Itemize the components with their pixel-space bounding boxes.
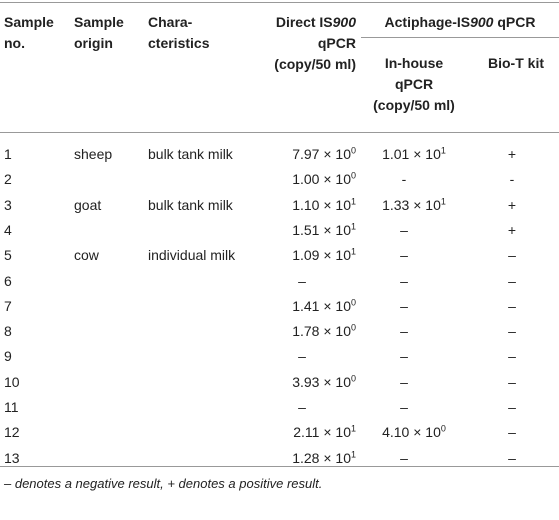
direct-qpcr-cell: $7.97 \times 10^0$ (292, 145, 356, 162)
direct-qpcr-cell: $1.78 \times 10^0$ (292, 322, 356, 339)
direct-qpcr-cell: $1.41 \times 10^0$ (292, 297, 356, 314)
biot-kit-cell: – (508, 323, 516, 339)
characteristics-cell: bulk tank milk (148, 197, 233, 213)
table-footnote: – denotes a negative result, + denotes a positive result. (4, 476, 323, 491)
biot-kit-cell: – (508, 424, 516, 440)
sample-no-cell: 13 (4, 450, 20, 466)
inhouse-qpcr-cell: – (400, 399, 408, 415)
biot-kit-cell: – (508, 450, 516, 466)
inhouse-qpcr-cell: - (401, 171, 407, 187)
header-bottom-rule (0, 132, 559, 133)
sample-no-cell: 3 (4, 197, 12, 213)
direct-qpcr-cell: – (298, 399, 306, 415)
biot-kit-cell: + (507, 222, 517, 238)
biot-kit-cell: – (508, 273, 516, 289)
sample-origin-cell: goat (74, 197, 102, 213)
biot-kit-cell: – (508, 374, 516, 390)
inhouse-qpcr-cell: – (400, 374, 408, 390)
direct-qpcr-cell: $2.11 \times 10^1$ (293, 423, 356, 440)
table-bottom-rule (0, 466, 559, 467)
direct-qpcr-cell: – (298, 348, 306, 364)
inhouse-qpcr-cell: – (400, 323, 408, 339)
direct-qpcr-cell: $1.10 \times 10^1$ (292, 196, 356, 213)
inhouse-qpcr-cell: – (400, 247, 408, 263)
direct-qpcr-cell: $1.00 \times 10^0$ (292, 170, 356, 187)
sample-no-cell: 1 (4, 146, 12, 162)
inhouse-qpcr-cell: – (400, 273, 408, 289)
biot-kit-cell: + (507, 197, 517, 213)
header-characteristics: Chara- cteristics (148, 14, 210, 51)
header-biot-kit: Bio-T kit (488, 55, 544, 71)
header-inhouse-qpcr: In-house qPCR (copy/50 ml) (373, 55, 455, 113)
sample-no-cell: 4 (4, 222, 12, 238)
inhouse-qpcr-cell: $4.10 \times 10^0$ (382, 423, 446, 440)
header-actiphage-qpcr: Actiphage-IS900 qPCR (384, 14, 536, 30)
sample-origin-cell: sheep (74, 146, 113, 162)
sample-no-cell: 8 (4, 323, 12, 339)
sample-no-cell: 12 (4, 424, 20, 440)
inhouse-qpcr-cell: – (400, 222, 408, 238)
sample-no-cell: 6 (4, 273, 12, 289)
sample-no-cell: 2 (4, 171, 12, 187)
sample-no-cell: 5 (4, 247, 12, 263)
biot-kit-cell: - (509, 171, 515, 187)
direct-qpcr-cell: $1.09 \times 10^1$ (292, 246, 356, 263)
biot-kit-cell: – (508, 247, 516, 263)
sample-no-cell: 11 (4, 399, 19, 415)
characteristics-cell: bulk tank milk (148, 146, 233, 162)
characteristics-cell: individual milk (148, 247, 236, 263)
sample-no-cell: 9 (4, 348, 12, 364)
biot-kit-cell: – (508, 298, 516, 314)
inhouse-qpcr-cell: $1.01 \times 10^1$ (382, 145, 446, 162)
header-sample-origin: Sample origin (74, 14, 124, 51)
sample-origin-cell: cow (74, 247, 99, 263)
direct-qpcr-cell: $3.93 \times 10^0$ (292, 373, 356, 390)
table-top-rule (0, 2, 559, 3)
direct-qpcr-cell: $1.28 \times 10^1$ (292, 449, 356, 466)
sample-no-cell: 7 (4, 298, 12, 314)
sample-no-cell: 10 (4, 374, 20, 390)
header-direct-qpcr: Direct IS900 qPCR (copy/50 ml) (274, 14, 356, 72)
biot-kit-cell: + (507, 146, 517, 162)
biot-kit-cell: – (508, 348, 516, 364)
biot-kit-cell: – (508, 399, 516, 415)
actiphage-underline (361, 37, 559, 38)
inhouse-qpcr-cell: $1.33 \times 10^1$ (382, 196, 446, 213)
direct-qpcr-cell: $1.51 \times 10^1$ (292, 221, 356, 238)
inhouse-qpcr-cell: – (400, 348, 408, 364)
direct-qpcr-cell: – (298, 273, 306, 289)
header-sample-no: Sample no. (4, 14, 54, 51)
inhouse-qpcr-cell: – (400, 298, 408, 314)
inhouse-qpcr-cell: – (400, 450, 408, 466)
